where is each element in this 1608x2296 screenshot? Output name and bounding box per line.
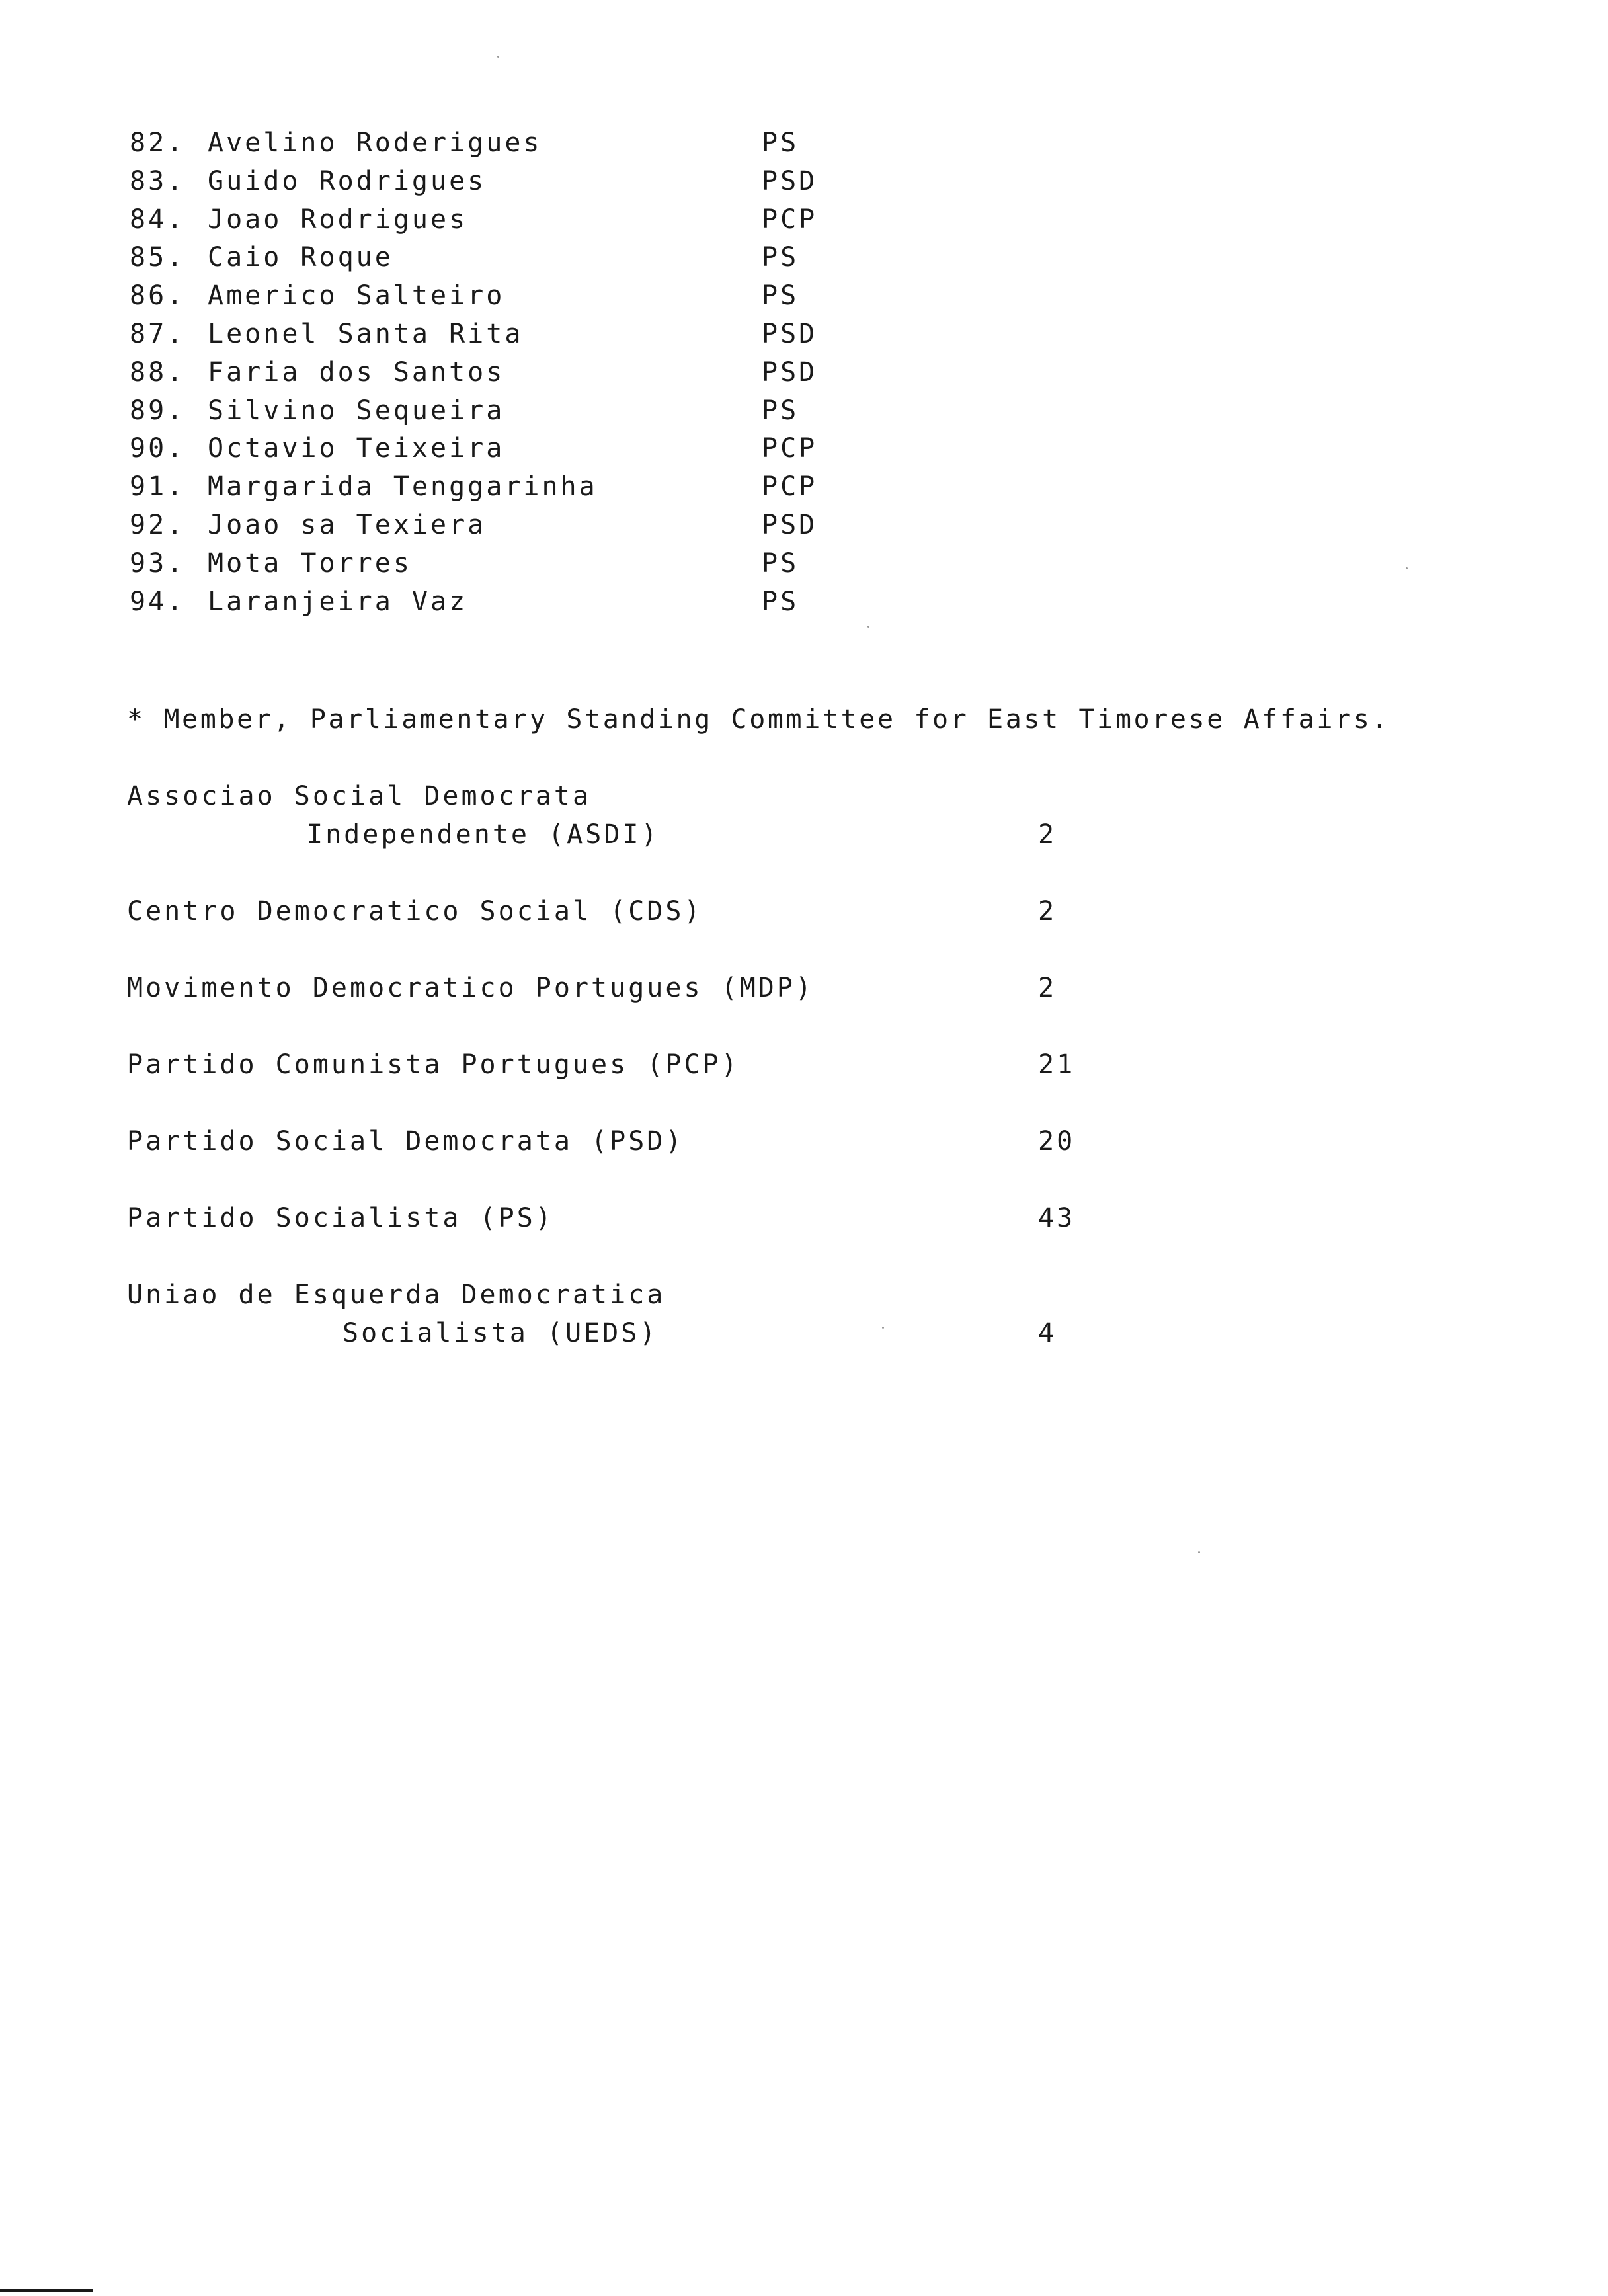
scan-speck — [1406, 567, 1408, 569]
party-count: 20 — [1038, 1126, 1076, 1157]
party-count: 4 — [1038, 1318, 1057, 1348]
footnote: * Member, Parliamentary Standing Committee for East Timorese Affairs. — [127, 704, 1390, 735]
party-name-continued: Socialista (UEDS) — [342, 1318, 659, 1348]
party-name: Partido Comunista Portugues (PCP) — [127, 1049, 740, 1080]
party-name: Partido Socialista (PS) — [127, 1203, 554, 1233]
party-count: 2 — [1038, 819, 1057, 850]
bottom-edge-mark — [0, 2289, 93, 2292]
party-name: Partido Social Democrata (PSD) — [127, 1126, 684, 1157]
member-name: Joao sa Texiera — [208, 509, 487, 540]
member-number: 87. — [130, 318, 186, 349]
member-party: PS — [762, 548, 799, 579]
member-number: 83. — [130, 165, 186, 196]
party-count: 21 — [1038, 1049, 1076, 1080]
member-number: 94. — [130, 586, 186, 617]
member-party: PSD — [762, 165, 818, 196]
scan-speck — [497, 56, 499, 58]
member-party: PS — [762, 395, 799, 426]
member-party: PS — [762, 280, 799, 311]
party-name: Movimento Democratico Portugues (MDP) — [127, 973, 815, 1003]
party-count: 2 — [1038, 973, 1057, 1003]
member-number: 91. — [130, 472, 186, 503]
member-name: Guido Rodrigues — [208, 165, 487, 196]
member-name: Laranjeira Vaz — [208, 586, 468, 617]
member-party: PSD — [762, 509, 818, 540]
scan-speck — [1198, 1551, 1200, 1553]
member-number: 90. — [130, 433, 186, 464]
member-name: Faria dos Santos — [208, 356, 505, 388]
member-number: 84. — [130, 204, 186, 235]
member-name: Mota Torres — [208, 548, 412, 579]
member-party: PS — [762, 128, 799, 158]
member-name: Silvino Sequeira — [208, 395, 505, 426]
party-count: 2 — [1038, 896, 1057, 926]
member-name: Avelino Roderigues — [208, 128, 542, 158]
member-number: 82. — [130, 128, 186, 158]
member-name: Americo Salteiro — [208, 280, 505, 311]
member-party: PCP — [762, 472, 818, 503]
party-name: Centro Democratico Social (CDS) — [127, 896, 703, 926]
member-name: Leonel Santa Rita — [208, 318, 524, 349]
member-number: 93. — [130, 548, 186, 579]
member-number: 88. — [130, 356, 186, 388]
member-number: 89. — [130, 395, 186, 426]
member-number: 86. — [130, 280, 186, 311]
member-party: PS — [762, 242, 799, 273]
member-party: PCP — [762, 204, 818, 235]
member-party: PSD — [762, 356, 818, 388]
party-summary — [127, 0, 1185, 1389]
member-number: 92. — [130, 509, 186, 540]
party-name: Uniao de Esquerda Democratica — [127, 1280, 666, 1310]
party-name-continued: Independente (ASDI) — [307, 819, 660, 850]
member-party: PCP — [762, 433, 818, 464]
scan-speck — [867, 626, 869, 628]
party-count: 43 — [1038, 1203, 1076, 1233]
member-name: Caio Roque — [208, 242, 393, 273]
party-name: Associao Social Democrata — [127, 781, 592, 811]
member-name: Octavio Teixeira — [208, 433, 505, 464]
scan-speck — [882, 1327, 884, 1329]
member-party: PSD — [762, 318, 818, 349]
member-party: PS — [762, 586, 799, 617]
member-name: Margarida Tenggarinha — [208, 472, 598, 503]
member-number: 85. — [130, 242, 186, 273]
member-name: Joao Rodrigues — [208, 204, 468, 235]
